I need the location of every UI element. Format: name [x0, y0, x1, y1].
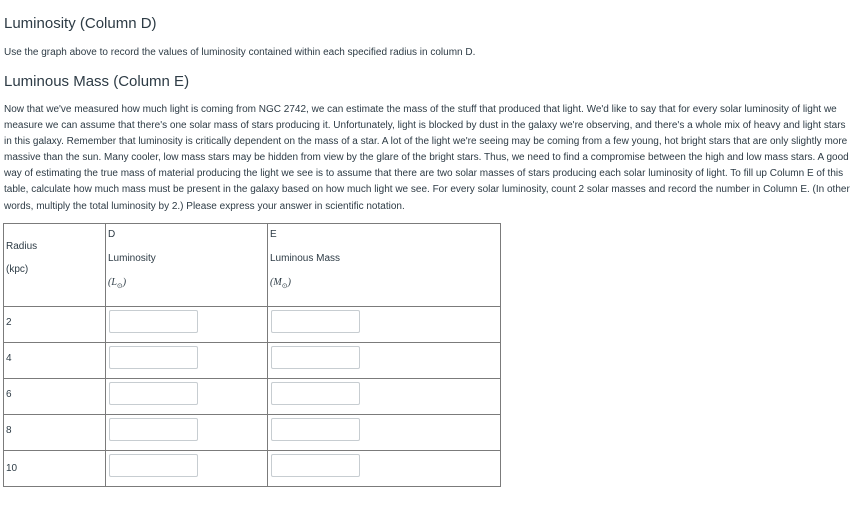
luminous-mass-input[interactable]: [271, 418, 360, 441]
table-row: [4, 451, 501, 487]
header-mass-letter: E: [270, 229, 277, 240]
radius-cell: [4, 379, 106, 415]
luminosity-cell: [106, 415, 268, 451]
luminosity-input[interactable]: [109, 382, 198, 405]
radius-value: 8: [6, 425, 12, 436]
header-radius-unit: (kpc): [6, 264, 29, 275]
header-luminosity: [106, 224, 268, 307]
radius-value: 10: [6, 463, 18, 474]
radius-value: 4: [6, 353, 12, 364]
table-row: [4, 415, 501, 451]
radius-cell: [4, 415, 106, 451]
table-header-row: [4, 224, 501, 307]
luminous-mass-cell: [268, 307, 501, 343]
radius-cell: [4, 307, 106, 343]
table-row: [4, 379, 501, 415]
luminous-mass-input[interactable]: [271, 382, 360, 405]
radius-cell: [4, 343, 106, 379]
column-d-instruction: Use the graph above to record the values of luminosity contained within each specified radius in column D.: [4, 47, 476, 58]
header-luminous-mass: [268, 224, 501, 307]
table-row: [4, 307, 501, 343]
luminosity-mass-table: [3, 223, 501, 487]
header-luminosity-name: Luminosity: [108, 253, 156, 264]
header-radius-label: Radius: [6, 241, 38, 252]
header-mass-unit: $(M_⊙)$: [270, 277, 291, 290]
luminous-mass-cell: [268, 451, 501, 487]
header-radius: [4, 224, 106, 307]
luminous-mass-cell: [268, 415, 501, 451]
solar-mass-symbol: M: [273, 277, 282, 288]
header-luminosity-unit: $(L_⊙)$: [108, 277, 127, 290]
solar-luminosity-symbol: L: [111, 277, 117, 288]
radius-value: 2: [6, 317, 12, 328]
luminosity-input[interactable]: [109, 310, 198, 333]
table-row: [4, 343, 501, 379]
header-mass-name: Luminous Mass: [270, 253, 341, 264]
luminosity-cell: [106, 343, 268, 379]
luminosity-input[interactable]: [109, 346, 198, 369]
luminous-mass-input[interactable]: [271, 310, 360, 333]
luminous-mass-input[interactable]: [271, 346, 360, 369]
column-e-heading: Luminous Mass (Column E): [4, 73, 190, 90]
luminosity-cell: [106, 451, 268, 487]
luminosity-cell: [106, 379, 268, 415]
luminous-mass-input[interactable]: [271, 454, 360, 477]
luminosity-cell: [106, 307, 268, 343]
luminous-mass-cell: [268, 343, 501, 379]
sun-symbol-icon: ⊙: [281, 282, 288, 290]
column-e-paragraph: Now that we've measured how much light is coming from NGC 2742, we can estimate the mass of the stuff that produced that light. We'd like to say that for every solar luminosity of light we measure we can assume that there's one solar mass of stars producing it. Unfortunately, light is blocked by dust in the galaxy we're observing, and there's a whole mix of heavy and light stars in this galaxy. Remember that luminosity is critically dependent on the mass of a star. A lot of the light we're seeing may be coming from a few young, hot bright stars that are only slightly more massive than the sun. Many cooler, low mass stars may be hidden from view by the glare of the bright stars. Thus, we need to find a compromise between the high and low mass stars. A good way of estimating the true mass of material producing the light we see is to assume that there are two solar masses of stars producing each solar luminosity of light. To fill up Column E of this table, calculate how much mass must be present in the galaxy based on how much light we see. For every solar luminosity, count 2 solar masses and record the number in Column E. (In other words, multiply the total luminosity by 2.) Please express your answer in scientific notation.: [4, 104, 850, 212]
header-luminosity-letter: D: [108, 229, 116, 240]
radius-cell: [4, 451, 106, 487]
luminous-mass-cell: [268, 379, 501, 415]
luminosity-input[interactable]: [109, 418, 198, 441]
radius-value: 6: [6, 389, 12, 400]
luminosity-input[interactable]: [109, 454, 198, 477]
column-d-heading: Luminosity (Column D): [4, 15, 157, 32]
sun-symbol-icon: ⊙: [116, 282, 123, 290]
